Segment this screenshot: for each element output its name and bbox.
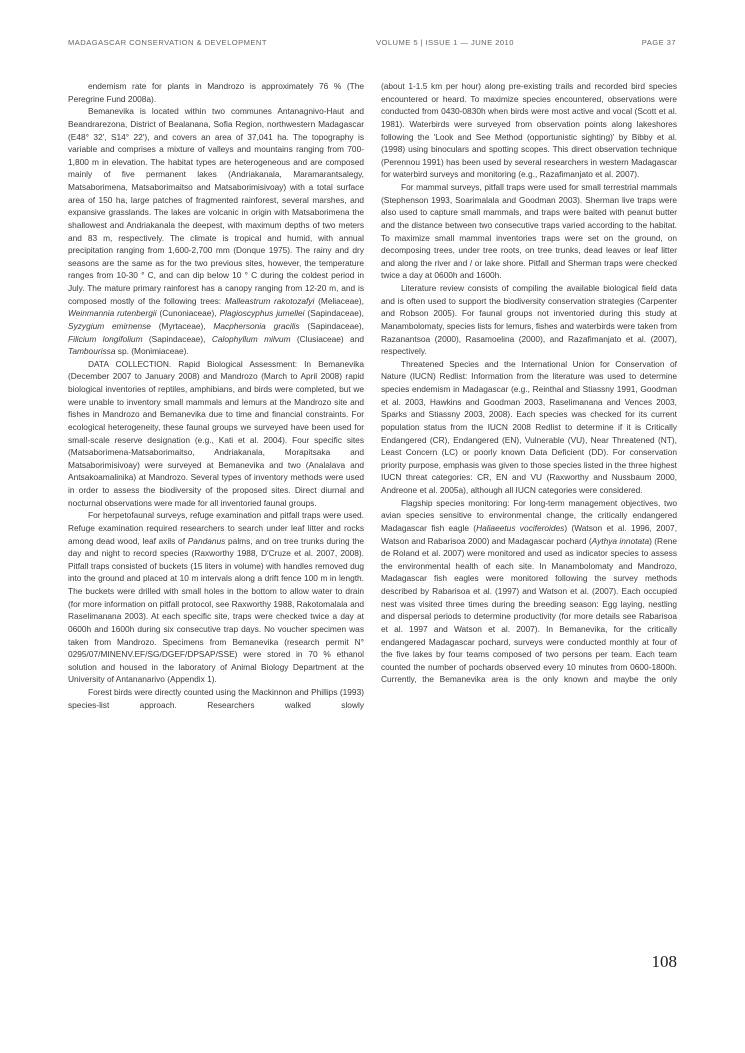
paragraph — [381, 181, 677, 282]
text-run: (Sapindaceae), — [304, 308, 364, 319]
text-run: (Myrtaceae), — [150, 320, 214, 331]
running-header — [68, 38, 676, 50]
right-column — [381, 80, 677, 686]
text-run: Forest birds were directly counted using the Mackinnon and Phillips (1993) species-list approach. Researchers walked slowly — [68, 687, 364, 710]
text-run: palms, and on tree trunks during the day and night to record species (Raxworthy 1988, D'Cruze et al. 2007, 2008). Pitfall traps consisted of buckets (15 liters in volume) with handles removed dug into the ground and placed at 10 m intervals along a drift fence 100 m in length. The buckets were drilled with small holes in the bottom to allow water to drain (for more information on pitfall protocol, see Raxworthy 1988, Rakotomalala and Raselimanana 2003). At each specific site, traps were checked twice a day at 0600h and 1600h during six consecutive trap days. No voucher specimen was taken from Mandrozo. Specimens from Bemanevika (research permit N° 0295/07/MINENV.EF/SG/DGEF/DPSAP/SSE) were stored in 70 % ethanol solution and housed in the laboratory of Animal Biology Department at the University of Antananarivo (Appendix 1). — [68, 535, 364, 685]
text-run: (Meliaceae), — [314, 295, 364, 306]
text-run: Literature review consists of compiling the available biological field data and is often used to support the biodiversity conservation strategies (Carpenter and Robson 2005). For faunal groups not inventoried during this study at Manambolomaty, species lists for lemurs, fishes and waterbirds were taken from Razanantsoa (2000), Rasamoelina (2000), and Razafimanjato et al. (2007), respectively. — [381, 283, 677, 357]
text-run: Flagship species monitoring: For long-term management objectives, two avian species sensitive to environmental change, the critically endangered Madagascar fish eagle ( — [381, 497, 677, 533]
page-number: 108 — [651, 952, 677, 971]
paragraph — [381, 282, 677, 358]
paragraph — [68, 80, 364, 105]
species-name: Aythya innotata — [591, 535, 650, 546]
paragraph — [68, 358, 364, 510]
volume-issue: VOLUME 5 | ISSUE 1 — JUNE 2010 — [376, 38, 514, 47]
header-page-label: PAGE 37 — [641, 38, 676, 47]
text-run: (Clusiaceae) and — [290, 333, 364, 344]
paragraph — [68, 509, 364, 686]
species-name: Haliaeetus vociferoides — [476, 522, 565, 533]
species-name: Weinmannia rutenbergii — [68, 308, 157, 319]
text-run: For herpetofaunal surveys, refuge examination and pitfall traps were used. Refuge examination required researchers to search under leaf litter and rocks among dead wood, leaf axils of — [68, 510, 364, 546]
species-name: Plagioscyphus jumellei — [219, 308, 305, 319]
text-run: (about 1-1.5 km per hour) along pre-existing trails and recorded bird species encountered or heard. To maximize species encountered, observations were conducted from 0430-0830h when birds were most active and vocal (Scott et al. 1981). Waterbirds were surveyed from observation points along lakeshores following the 'Look and See Method (opportunistic sighting)' by Bibby et al. (1998) using binoculars and spotting scopes. This direct observation technique (Perennou 1991) has been used by several researchers in western Madagascar for waterbird surveys and monitoring (e.g., Razafimanjato et al. 2007). — [381, 81, 677, 180]
species-name: Pandanus — [187, 535, 226, 546]
paragraph — [381, 80, 677, 181]
text-run: (Cunoniaceae), — [156, 308, 220, 319]
text-run: For mammal surveys, pitfall traps were used for small terrestrial mammals (Stephenson 1993, Soarimalala and Goodman 2003). Sherman live traps were also used to capture small mammals, and traps were baited with peanut butter and the distance between two consecutive traps varied according to the habitat. To maximize small mammal inventories traps were set on the ground, on decomposing trees, under tree roots, on tree trunks, dead leaves or leaf litter and along the river and / or lake shore. Pitfall and Sherman traps were checked twice a day at 0600h and 1600h. — [381, 182, 677, 281]
text-run: (Sapindaceae), — [299, 320, 364, 331]
species-name: Malleastrum rakotozafyi — [224, 295, 315, 306]
text-run: endemism rate for plants in Mandrozo is approximately 76 % (The Peregrine Fund 2008a). — [68, 81, 364, 104]
text-run: Threatened Species and the International Union for Conservation of Nature (IUCN) Redlist: Information from the literature was used to determine species endemism in Madagascar (e.g., Reinthal and Stiassny 1991, Goodman et al. 2003, Hawkins and Goodman 2003, Raselimanana and Vences 2003, Sparks and Stiassny 2003, 2008). Each species was checked for its current population status from the IUCN 2008 Redlist to determine if it is Critically Endangered (CR), Endangered (EN), Vulnerable (VU), Near Threatened (NT), Least Concern (LC) or poorly known Data Deficient (DD). For conservation priority purpose, emphasis was given to those species listed in the three highest IUCN threat categories: CR, EN and VU (Raxworthy and Nussbaum 2000, Andreone et al. 2005a), although all IUCN categories were considered. — [381, 358, 677, 495]
species-name: Syzygium emirnense — [68, 320, 151, 331]
text-run: ) (Watson et al. 1996, 2007, Watson and Rabarisoa 2000) and Madagascar pochard ( — [381, 522, 678, 546]
left-column — [68, 80, 364, 711]
species-name: Macphersonia gracilis — [213, 320, 300, 331]
paragraph — [381, 358, 677, 497]
species-name: Calophyllum milvum — [211, 333, 291, 344]
text-run: ) (Rene de Roland et al. 2007) were monitored and used as indicator species to assess the environmental health of each site. In Manambolomaty and Mandrozo, Madagascar fish eagles were monitored following the survey methods described by Rabarisoa et al. (1997) and Watson et al. (2007). Each occupied nest was visited three times during the breeding season: Egg laying, nestling and dispersal periods to determine productivity (for more details see Rabarisoa et al. 1997 and Watson et al. 2007). In Bemanevika, for the critically endangered Madagascar pochard, surveys were conducted monthly at four of the five lakes by four teams composed of two persons per team. Each team counted the number of pochards observed every 10 minutes from 0600-1800h. Currently, the Bemanevika area is the only known and maybe the only — [381, 535, 677, 685]
paragraph — [381, 497, 677, 686]
text-run: DATA COLLECTION. Rapid Biological Assessment: In Bemanevika (December 2007 to January 2008) and Mandrozo (March to April 2008) rapid biological inventories of reptiles, amphibians, and birds were completed, but we were unable to inventory small mammals and lemurs at the Mandrozo site and fishes in Mandrozo and Bemanevika due to time and financial constraints. For ecological heterogeneity, these faunal groups we surveyed have been used for small-scale reserve designation (e.g., Kati et al. 2004). Four specific sites (Matsaborimena-Matsaborimaitso, Andriakanala, Morapitsaka and Matsaborimisivoay) were surveyed at Bemanevika and two (Analalava and Antsakoamalinika) at Mandrozo. Several types of inventory methods were used in order to assess the biodiversity of the proposed sites. Direct diurnal and nocturnal observations were made for all inventoried faunal groups. — [68, 358, 364, 508]
journal-title: MADAGASCAR CONSERVATION & DEVELOPMENT — [68, 38, 267, 47]
paragraph — [68, 686, 364, 711]
text-run: Bemanevika is located within two communes Antanagnivo-Haut and Beandrarezona, District of Bealanana, Sofia Region, northwestern Madagascar (E48° 32', S14° 22'), and covers an area of 37,041 ha. The topography is variable and comprises a mixture of valleys and mountains ranging from 700-1,800 m in elevation. The habitat types are heterogeneous and are composed mainly of five permanent lakes (Andriakanala, Maramarantsalegy, Matsaborimena, Matsaborimaitso and Matsaborimisivoay) with a total surface area of 150 ha, large patches of fragmented rainforest, several marshes, and expansive grasslands. The lakes are volcanic in origin with Matsaborimena the shallowest and Andriakanala the deepest, with maximum depths of two meters and 83 m, respectively. The climate is tropical and humid, with annual precipitation ranging from 1,600-2,700 mm (Donque 1975). The rainy and dry seasons are the same as for the two previous sites, however, the temperature ranges from 10-30 ° C, and can dip below 10 ° C during the coldest period in July. The mature primary rainforest has a canopy ranging from 12-20 m, and is composed mostly of the following trees: — [68, 106, 364, 306]
text-run: (Sapindaceae), — [142, 333, 212, 344]
species-name: Filicium longifolium — [68, 333, 143, 344]
paragraph — [68, 105, 364, 358]
species-name: Tambourissa — [68, 346, 116, 357]
text-run: sp. (Monimiaceae). — [115, 346, 189, 357]
